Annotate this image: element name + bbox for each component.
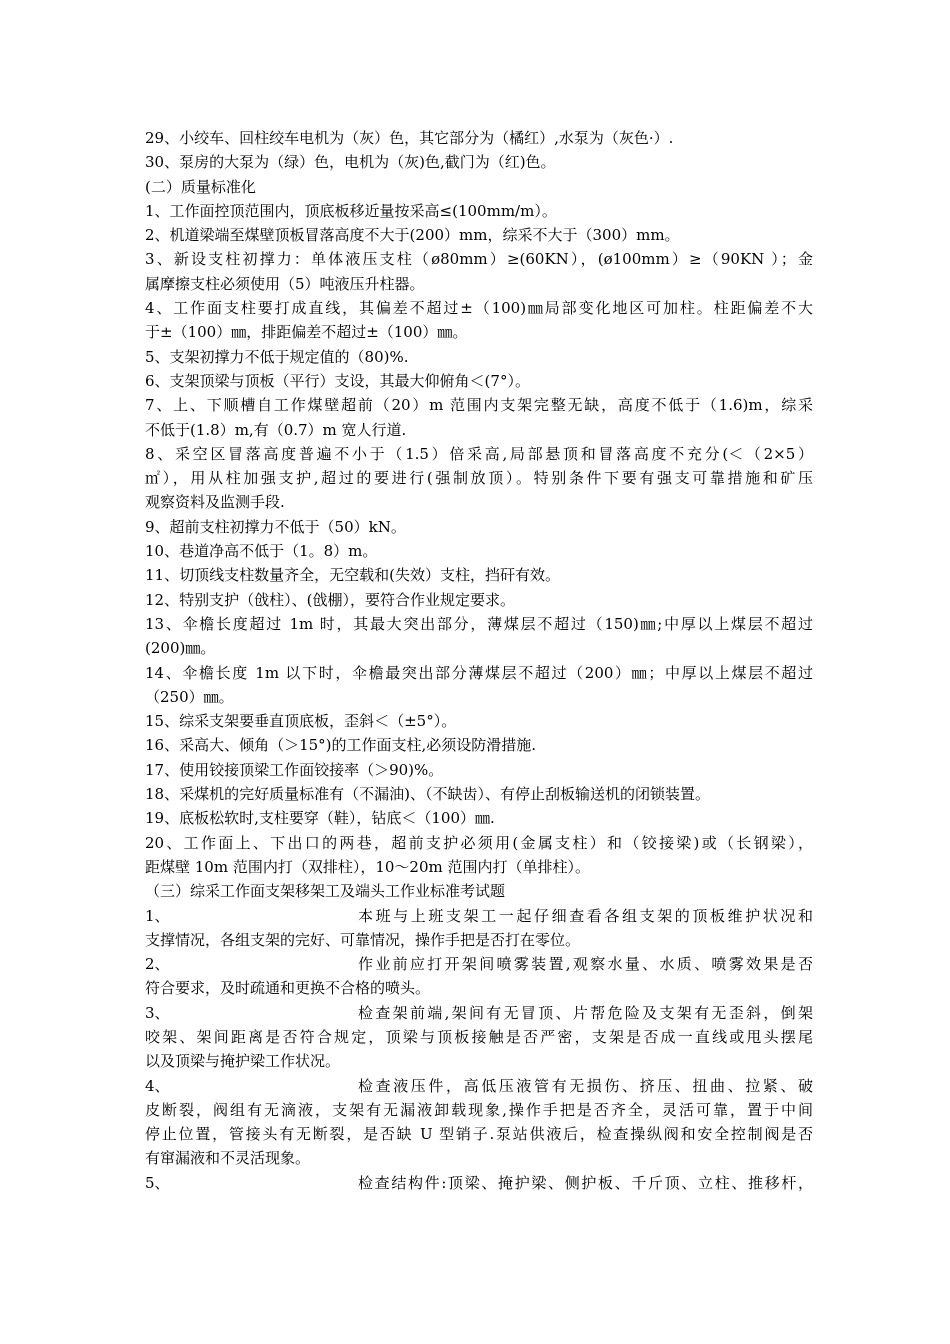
text-line: 有窜漏液和不灵活现象。	[145, 1149, 311, 1168]
text-line: 皮断裂，阀组有无滴液，支架有无漏液卸载现象,操作手把是否齐全，灵活可靠，置于中间	[145, 1100, 813, 1119]
text-line: 3、新设支柱初撑力：单体液压支柱（ø80mm）≥(60KN），(ø100mm）≥（90KN ）；金	[145, 250, 813, 269]
text-line: 距煤壁 10m 范围内打（双排柱），10～20m 范围内打（单排柱）。	[145, 857, 591, 876]
text-line: 不低于(1.8）m,有（0.7）m 宽人行道.	[145, 420, 407, 439]
text-line: 7、上、下顺槽自工作煤壁超前（20）m 范围内支架完整无缺，高度不低于（1.6)m，综采	[145, 396, 813, 415]
text-line: 10、巷道净高不低于（1。8）m。	[145, 542, 378, 561]
text-line: 14、伞檐长度 1m 以下时，伞檐最突出部分薄煤层不超过（200）㎜；中厚以上煤层不超过	[145, 663, 813, 682]
text-line: 13、伞檐长度超过 1m 时，其最大突出部分，薄煤层不超过（150)㎜;中厚以上煤层不超过	[145, 614, 813, 633]
text-line: 12、特别支护（戗柱）、(戗棚），要符合作业规定要求。	[145, 590, 515, 609]
item-text: 检查液压件，高低压液管有无损伤、挤压、扭曲、拉紧、破	[358, 1076, 813, 1095]
text-line: 停止位置，管接头有无断裂，是否缺 U 型销子.泵站供液后，检查操纵阀和安全控制阀是否	[145, 1125, 813, 1144]
item-text: 作业前应打开架间喷雾装置,观察水量、水质、喷雾效果是否	[358, 955, 813, 974]
text-line: 29、小绞车、回柱绞车电机为（灰）色，其它部分为（橘红）,水泵为（灰色·）.	[145, 129, 674, 147]
text-line: (200)㎜。	[145, 639, 216, 658]
text-line: 咬架、架间距离是否符合规定，顶梁与顶板接触是否严密，支架是否成一直线或甩头摆尾	[145, 1027, 813, 1046]
document-body	[145, 126, 813, 1195]
item-text: 本班与上班支架工一起仔细查看各组支架的顶板维护状况和	[358, 906, 813, 925]
text-line: 2、机道梁端至煤壁顶板冒落高度不大于(200）mm，综采不大于（300）mm。	[145, 226, 680, 245]
text-line: 9、超前支柱初撑力不低于（50）kN。	[145, 517, 406, 536]
exam-item	[145, 1001, 813, 1025]
item-number: 5、	[145, 1173, 170, 1192]
text-line: 11、切顶线支柱数量齐全，无空载和(失效）支柱，挡矸有效。	[145, 566, 560, 585]
text-line: 观察资料及监测手段.	[145, 493, 285, 512]
text-line: 以及顶梁与掩护梁工作状况。	[145, 1052, 341, 1071]
text-line: 4、工作面支柱要打成直线，其偏差不超过±（100)㎜局部变化地区可加柱。柱距偏差不大	[145, 299, 813, 318]
item-number: 4、	[145, 1076, 170, 1095]
text-line: 8、采空区冒落高度普遍不小于（1.5）倍采高,局部悬顶和冒落高度不充分(＜（2×5）	[145, 444, 813, 463]
text-line: 17、使用铰接顶梁工作面铰接率（＞90)%。	[145, 760, 444, 779]
text-line: （250）㎜。	[145, 687, 234, 706]
item-number: 3、	[145, 1003, 170, 1022]
text-line: 于±（100）㎜，排距偏差不超过±（100）㎜。	[145, 323, 468, 342]
text-line: 19、底板松软时,支柱要穿（鞋），钻底＜（100）㎜.	[145, 809, 495, 828]
text-line: 支撑情况，各组支架的完好、可靠情况，操作手把是否打在零位。	[145, 930, 581, 949]
item-text: 检查结构件:顶梁、掩护梁、侧护板、千斤顶、立柱、推移杆，	[358, 1173, 813, 1192]
exam-item	[145, 1171, 813, 1195]
text-line: 6、支架顶梁与顶板（平行）支设，其最大仰俯角＜(7°）。	[145, 371, 530, 390]
section-heading: (二）质量标准化	[145, 177, 256, 196]
text-line: 18、采煤机的完好质量标准有（不漏油)、（不缺齿）、有停止刮板输送机的闭锁装置。	[145, 785, 710, 804]
item-number: 1、	[145, 906, 170, 925]
text-line: 属摩擦支柱必须使用（5）吨液压升柱器。	[145, 274, 425, 293]
section-heading: （三）综采工作面支架移架工及端头工作业标准考试题	[145, 882, 506, 901]
text-line: ㎡），用从柱加强支护,超过的要进行(强制放顶）。特别条件下要有强支可靠措施和矿压	[145, 469, 813, 488]
item-number: 2、	[145, 955, 170, 974]
exam-item	[145, 1074, 813, 1098]
exam-item	[145, 904, 813, 928]
item-text: 检查架前端,架间有无冒顶、片帮危险及支架有无歪斜，倒架	[358, 1003, 813, 1022]
exam-item	[145, 952, 813, 976]
text-line: 20、工作面上、下出口的两巷，超前支护必须用(金属支柱）和（铰接梁)或（长钢梁），	[145, 833, 813, 852]
text-line: 5、支架初撑力不低于规定值的（80)%.	[145, 347, 409, 366]
text-line: 15、综采支架要垂直顶底板，歪斜＜（±5°）。	[145, 712, 457, 731]
text-line: 30、泵房的大泵为（绿）色，电机为（灰)色,截门为（红)色。	[145, 153, 556, 172]
text-line: 16、采高大、倾角（＞15°)的工作面支柱,必须设防滑措施.	[145, 736, 537, 755]
text-line: 符合要求，及时疏通和更换不合格的喷头。	[145, 979, 431, 998]
text-line: 1、工作面控顶范围内，顶底板移近量按采高≤(100mm/m）。	[145, 201, 557, 220]
